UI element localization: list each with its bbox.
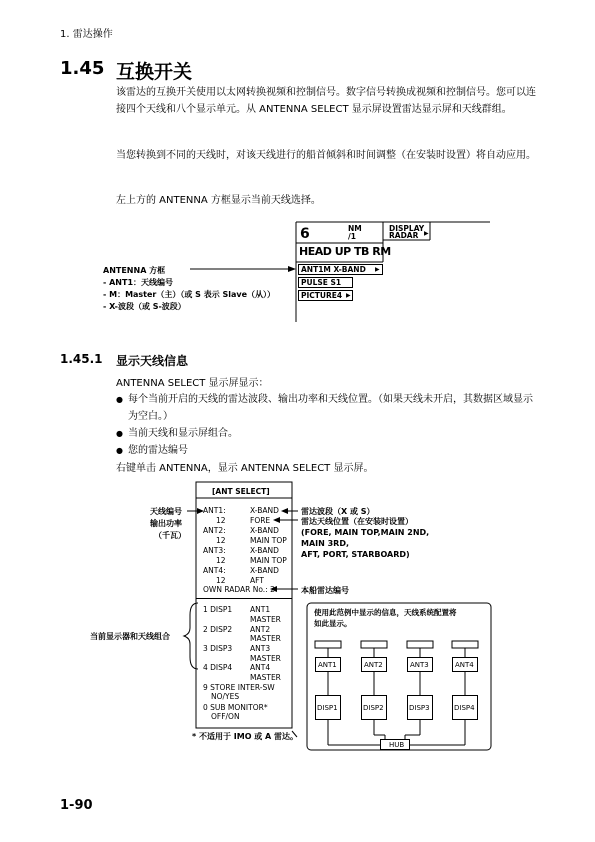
sub-monitor-options: OFF/ON	[211, 712, 240, 721]
triangle-right-icon: ▶	[375, 266, 380, 273]
disp1-item[interactable]: 1 DISP1	[203, 605, 233, 614]
page-number: 1-90	[60, 798, 93, 813]
ant4-position: AFT	[250, 576, 264, 585]
menu-title: [ANT SELECT]	[212, 487, 270, 496]
store-inter-sw-options: NO/YES	[211, 692, 240, 701]
ant2-unit-label: ANT2	[364, 661, 383, 669]
triangle-right-icon: ▶	[424, 230, 429, 237]
store-inter-sw-item[interactable]: 9 STORE INTER-SW	[203, 683, 275, 692]
menu-divider	[196, 598, 292, 599]
ant1-name[interactable]: ANT1:	[203, 506, 226, 515]
disp1-role: MASTER	[250, 615, 281, 624]
disp2-role: MASTER	[250, 634, 281, 643]
mode-label: HEAD UP TB RM	[299, 245, 391, 258]
disp2-unit-label: DISP2	[363, 704, 384, 712]
label-own-radar: 本船雷达编号	[301, 586, 349, 595]
ant2-position: MAIN TOP	[250, 536, 287, 545]
label-kw: （千瓦）	[154, 531, 186, 540]
example-note-1: 使用此范例中显示的信息，天线系统配置将	[314, 608, 457, 617]
disp4-role: MASTER	[250, 673, 281, 682]
disp1-unit-label: DISP1	[317, 704, 338, 712]
ant3-position: MAIN TOP	[250, 556, 287, 565]
ant4-band: X-BAND	[250, 566, 279, 575]
ant1-unit	[315, 657, 341, 672]
scale-label: /1	[348, 232, 356, 241]
footnote: * 不适用于 IMO 或 A 雷达。	[192, 732, 299, 741]
label-position-list-2: MAIN 3RD,	[301, 539, 350, 548]
bullet-item: ● 每个当前开启的天线的雷达波段、输出功率和天线位置。（如果天线未开启，其数据区域显示为空白。）	[116, 391, 536, 425]
disp3-role: MASTER	[250, 654, 281, 663]
disp4-ant: ANT4	[250, 663, 271, 672]
ant2-power: 12	[216, 536, 226, 545]
ant1-power: 12	[216, 516, 226, 525]
label-output-power: 输出功率	[150, 519, 182, 528]
sub-monitor-item[interactable]: 0 SUB MONITOR*	[203, 703, 268, 712]
ant3-power: 12	[216, 556, 226, 565]
picture-label: PICTURE4	[301, 291, 343, 300]
bullet-item: ● 当前天线和显示屏组合。	[116, 425, 536, 442]
own-radar-number: OWN RADAR No.: 2	[203, 585, 275, 594]
section-number: 1.45	[60, 58, 105, 79]
callout-line-3: - M：Master（主）（或 S 表示 Slave（从））	[103, 290, 276, 299]
ant3-unit-label: ANT3	[410, 661, 429, 669]
running-header: 1. 雷达操作	[60, 29, 113, 40]
hub-unit	[380, 739, 410, 750]
callout-line-2: - ANT1：天线编号	[103, 278, 174, 287]
ant4-unit	[452, 657, 478, 672]
triangle-right-icon: ▶	[346, 292, 351, 299]
subsection-number: 1.45.1	[60, 352, 103, 366]
ant4-name[interactable]: ANT4:	[203, 566, 226, 575]
subsection-title: 显示天线信息	[116, 354, 189, 368]
section-title: 互换开关	[116, 61, 193, 83]
hub-label: HUB	[389, 741, 405, 749]
paragraph-3: 左上方的 ANTENNA 方框显示当前天线选择。	[116, 195, 321, 206]
paragraph-2: 当您转换到不同的天线时，对该天线进行的船首倾斜和时间调整（在安装时设置）将自动应用。	[116, 150, 536, 161]
nm-label: NM	[348, 224, 362, 233]
ant3-name[interactable]: ANT3:	[203, 546, 226, 555]
callout-line-1: ANTENNA 方框	[103, 266, 166, 275]
disp4-unit	[452, 695, 478, 720]
label-radar-band: 雷达波段（X 或 S）	[301, 507, 375, 516]
label-position-list-1: (FORE, MAIN TOP,MAIN 2ND,	[301, 528, 430, 537]
paragraph-1: 该雷达的互换开关使用以太网转换视频和控制信号。数字信号转换成视频和控制信号。您可以连接四个天线和八个显示单元。从 ANTENNA SELECT 显示屏设置雷达显示屏和天线群组。	[116, 87, 536, 115]
ant2-unit	[361, 657, 387, 672]
ant1-position: FORE	[250, 516, 271, 525]
instruction-text: 右键单击 ANTENNA，显示 ANTENNA SELECT 显示屏。	[116, 463, 374, 474]
ant4-unit-label: ANT4	[455, 661, 474, 669]
disp1-ant: ANT1	[250, 605, 271, 614]
disp2-unit	[361, 695, 387, 720]
disp2-item[interactable]: 2 DISP2	[203, 625, 233, 634]
intro-text: ANTENNA SELECT 显示屏显示：	[116, 378, 269, 389]
ant1-unit-label: ANT1	[318, 661, 337, 669]
label-antenna-number: 天线编号	[150, 507, 182, 516]
label-position-list-3: AFT, PORT, STARBOARD)	[301, 550, 410, 559]
example-note-2: 如此显示。	[314, 619, 352, 628]
disp4-item[interactable]: 4 DISP4	[203, 663, 233, 672]
ant4-power: 12	[216, 576, 226, 585]
antenna-box-label: ANT1M X-BAND	[301, 265, 366, 274]
pulse-label: PULSE S1	[301, 278, 342, 287]
disp3-unit	[407, 695, 433, 720]
disp3-item[interactable]: 3 DISP3	[203, 644, 233, 653]
range-value: 6	[300, 226, 310, 242]
ant2-band: X-BAND	[250, 526, 279, 535]
disp2-ant: ANT2	[250, 625, 271, 634]
disp3-ant: ANT3	[250, 644, 271, 653]
radar-label: RADAR	[389, 231, 419, 240]
label-antenna-position: 雷达天线位置（在安装时设置）	[301, 517, 413, 526]
label-combination: 当前显示器和天线组合	[90, 632, 170, 641]
bullet-item: ● 您的雷达编号	[116, 442, 536, 459]
disp1-unit	[315, 695, 341, 720]
ant1-band: X-BAND	[250, 506, 279, 515]
ant2-name[interactable]: ANT2:	[203, 526, 226, 535]
ant3-band: X-BAND	[250, 546, 279, 555]
disp3-unit-label: DISP3	[409, 704, 430, 712]
ant3-unit	[407, 657, 433, 672]
callout-line-4: - X-波段（或 S-波段）	[103, 302, 186, 311]
disp4-unit-label: DISP4	[454, 704, 475, 712]
display-label: DISPLAY	[389, 224, 425, 233]
